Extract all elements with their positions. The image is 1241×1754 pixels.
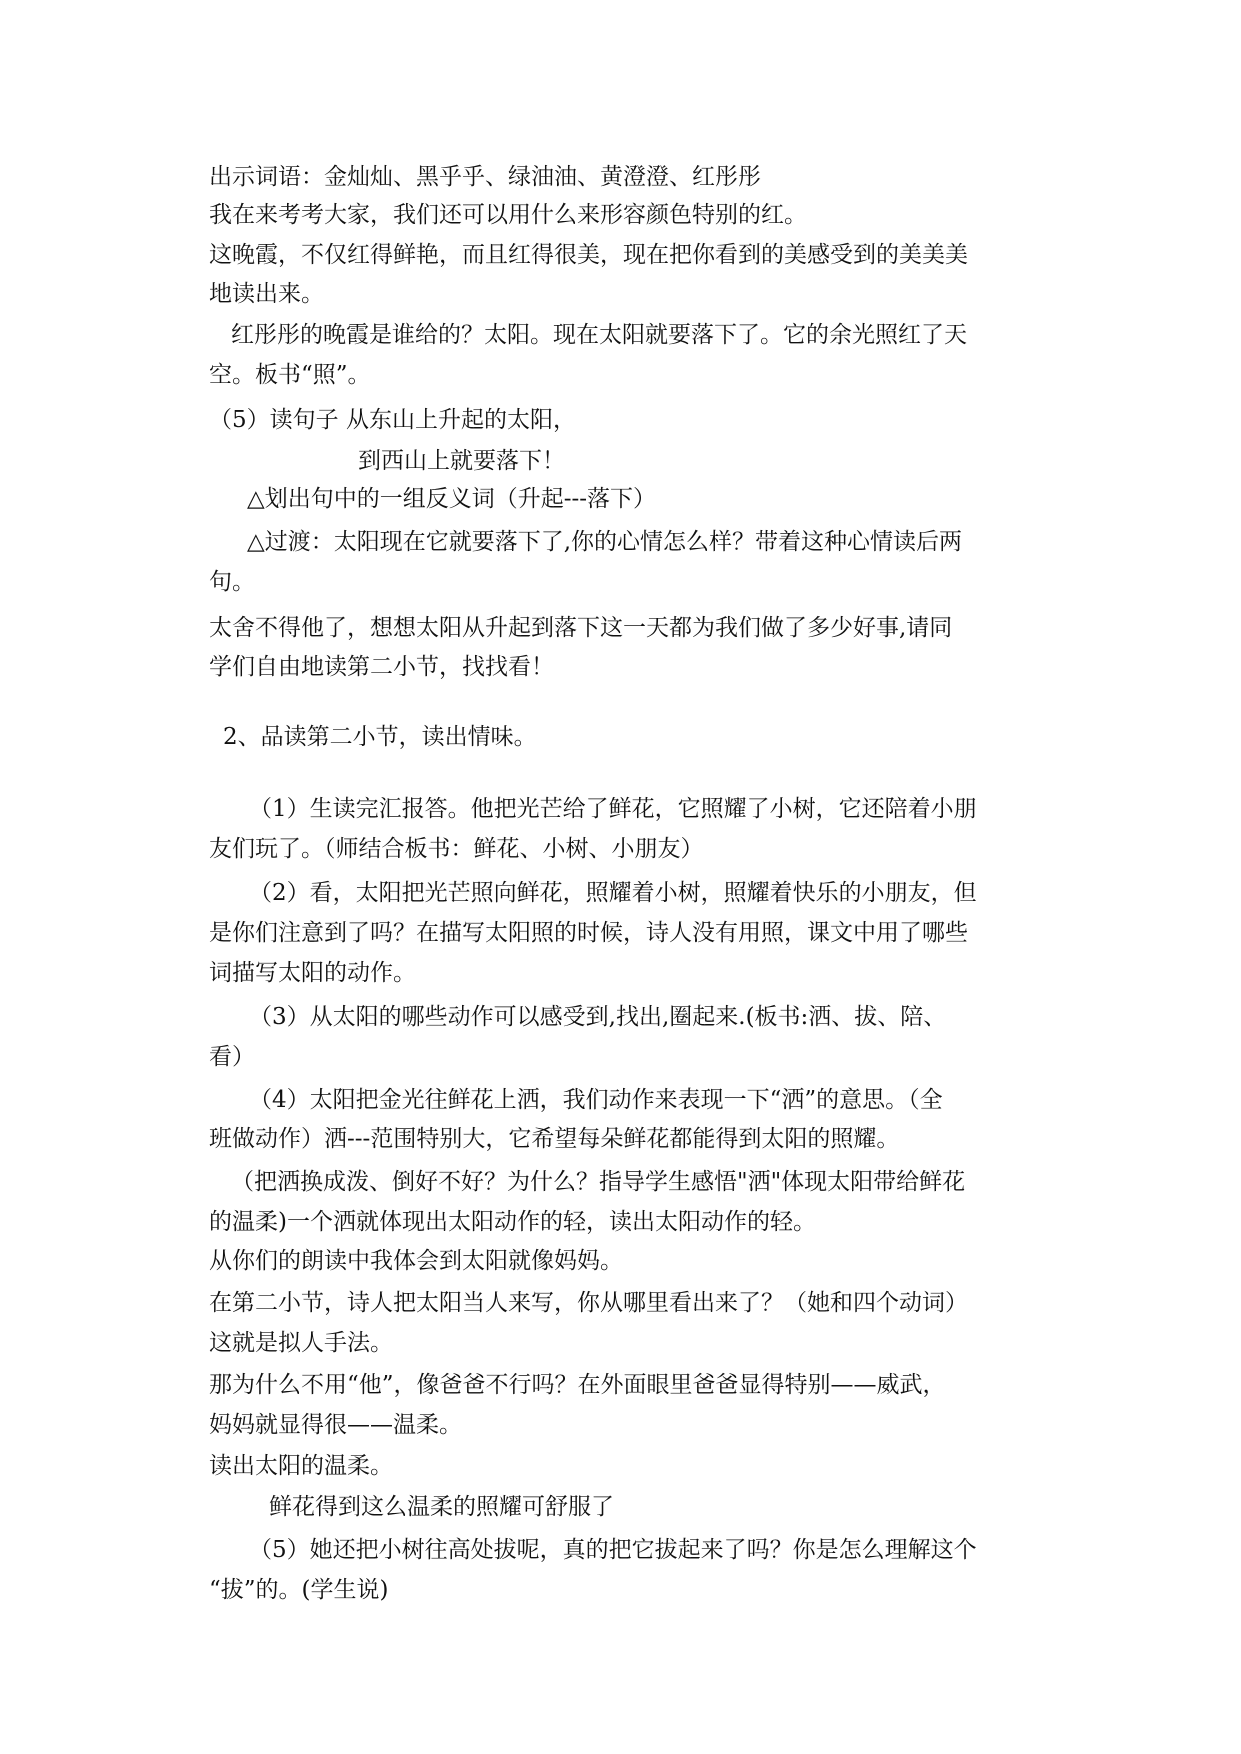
text-line: 的温柔)一个洒就体现出太阳动作的轻，读出太阳动作的轻。 (209, 1209, 816, 1235)
text-line: 出示词语：金灿灿、黑乎乎、绿油油、黄澄澄、红彤彤 (209, 164, 761, 190)
text-line: 学们自由地读第二小节，找找看！ (209, 654, 554, 680)
text-line: 2、品读第二小节，读出情味。 (223, 724, 537, 750)
text-line: （4）太阳把金光往鲜花上洒，我们动作来表现一下“洒”的意思。（全 (249, 1087, 943, 1113)
text-line: 是你们注意到了吗？在描写太阳照的时候，诗人没有用照，课文中用了哪些 (209, 920, 968, 946)
text-line: “拔”的。(学生说) (209, 1577, 389, 1603)
text-line: 看） (209, 1044, 255, 1070)
text-line: 在第二小节，诗人把太阳当人来写，你从哪里看出来了？（她和四个动词） (209, 1290, 968, 1316)
text-line: （把洒换成泼、倒好不好？为什么？指导学生感悟"洒"体现太阳带给鲜花 (231, 1169, 966, 1195)
text-line: 我在来考考大家，我们还可以用什么来形容颜色特别的红。 (209, 202, 807, 228)
text-line: （5）读句子 从东山上升起的太阳， (209, 407, 576, 433)
text-line: 句。 (209, 569, 255, 595)
text-line: （2）看，太阳把光芒照向鲜花，照耀着小树，照耀着快乐的小朋友，但 (249, 880, 977, 906)
text-line: 这就是拟人手法。 (209, 1330, 393, 1356)
text-line: 地读出来。 (209, 281, 324, 307)
text-line: （1）生读完汇报答。他把光芒给了鲜花，它照耀了小树，它还陪着小朋 (249, 796, 977, 822)
text-line: 太舍不得他了，想想太阳从升起到落下这一天都为我们做了多少好事,请同 (209, 615, 953, 641)
text-line: （3）从太阳的哪些动作可以感受到,找出,圈起来.(板书:洒、拔、陪、 (249, 1004, 947, 1030)
text-line: 妈妈就显得很——温柔。 (209, 1412, 462, 1438)
text-line: （5）她还把小树往高处拔呢，真的把它拔起来了吗？你是怎么理解这个 (249, 1537, 977, 1563)
text-line: 从你们的朗读中我体会到太阳就像妈妈。 (209, 1248, 623, 1274)
text-line: △划出句中的一组反义词（升起---落下） (247, 486, 657, 512)
text-line: 词描写太阳的动作。 (209, 960, 416, 986)
text-line: △过渡：太阳现在它就要落下了,你的心情怎么样？带着这种心情读后两 (247, 529, 962, 555)
text-line: 红彤彤的晚霞是谁给的？太阳。现在太阳就要落下了。它的余光照红了天 (231, 322, 967, 348)
text-line: 鲜花得到这么温柔的照耀可舒服了 (269, 1494, 614, 1520)
text-line: 这晚霞，不仅红得鲜艳，而且红得很美，现在把你看到的美感受到的美美美 (209, 242, 968, 268)
text-line: 那为什么不用“他”，像爸爸不行吗？在外面眼里爸爸显得特别——威武， (209, 1372, 946, 1398)
text-line: 班做动作）洒---范围特别大，它希望每朵鲜花都能得到太阳的照耀。 (209, 1126, 900, 1152)
text-line: 读出太阳的温柔。 (209, 1453, 393, 1479)
text-line: 空。板书“照”。 (209, 362, 371, 388)
text-line: 友们玩了。（师结合板书：鲜花、小树、小朋友） (209, 836, 704, 862)
text-line: 到西山上就要落下！ (358, 448, 565, 474)
